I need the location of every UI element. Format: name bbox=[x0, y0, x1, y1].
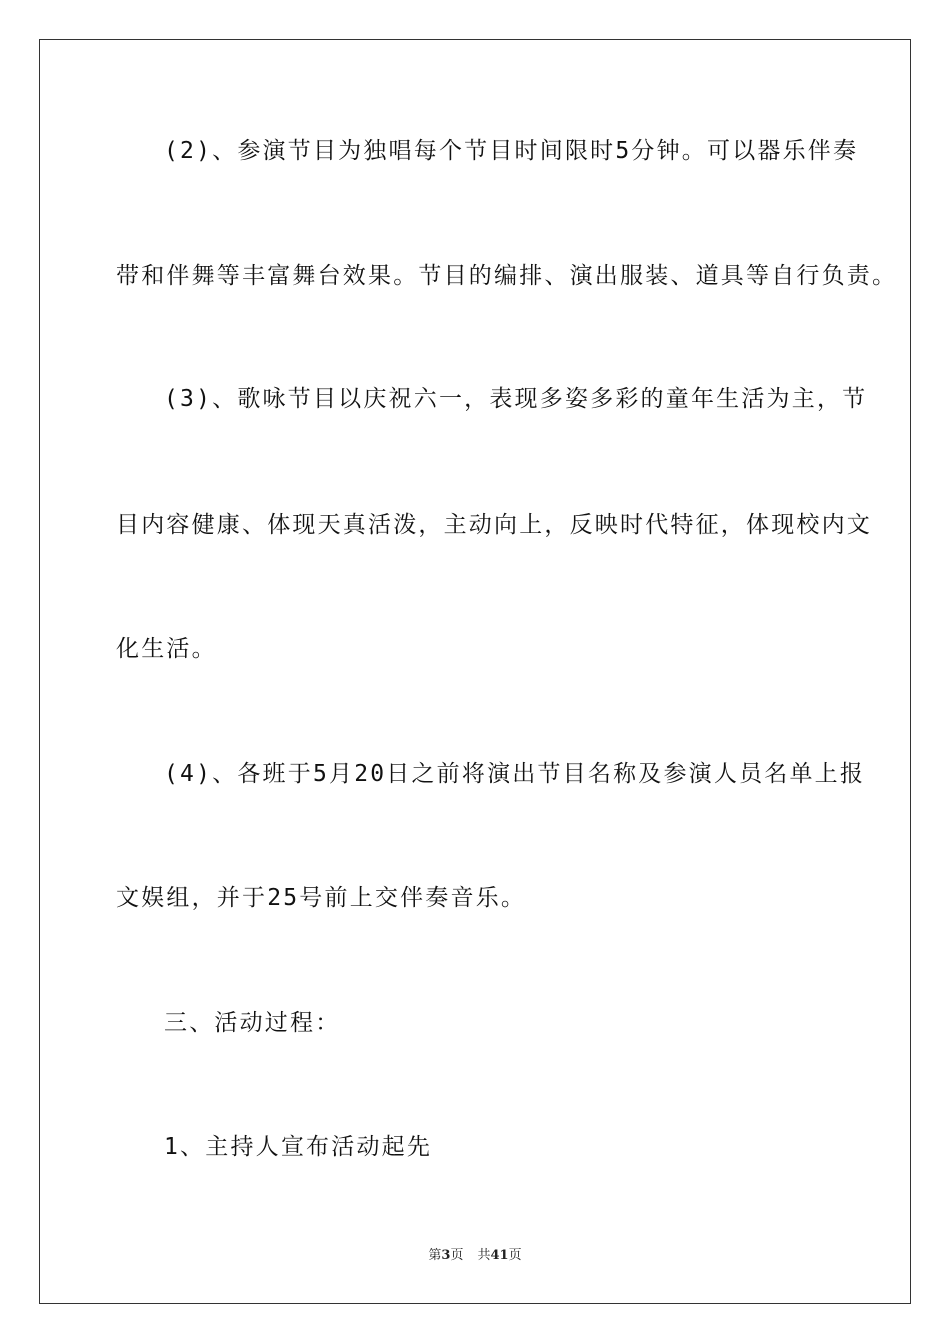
page-footer bbox=[0, 1247, 950, 1265]
paragraph-line: (2)、参演节目为独唱每个节目时间限时5分钟。可以器乐伴奏 bbox=[164, 138, 859, 164]
paragraph-line: (4)、各班于5月20日之前将演出节目名称及参演人员名单上报 bbox=[164, 761, 866, 787]
page-border bbox=[39, 39, 911, 1304]
list-item: 1、主持人宣布活动起先 bbox=[164, 1134, 433, 1160]
paragraph-line: 化生活。 bbox=[116, 636, 217, 662]
paragraph-line: 目内容健康、体现天真活泼，主动向上，反映时代特征，体现校内文 bbox=[116, 512, 872, 538]
paragraph-line: 文娱组，并于25号前上交伴奏音乐。 bbox=[116, 885, 527, 911]
paragraph-line: (3)、歌咏节目以庆祝六一，表现多姿多彩的童年生活为主，节 bbox=[164, 386, 868, 412]
page-label: 第3页 bbox=[428, 1248, 464, 1263]
total-pages-label: 共41页 bbox=[477, 1248, 522, 1263]
section-heading: 三、活动过程： bbox=[164, 1010, 341, 1036]
paragraph-line: 带和伴舞等丰富舞台效果。节目的编排、演出服装、道具等自行负责。 bbox=[116, 263, 898, 289]
